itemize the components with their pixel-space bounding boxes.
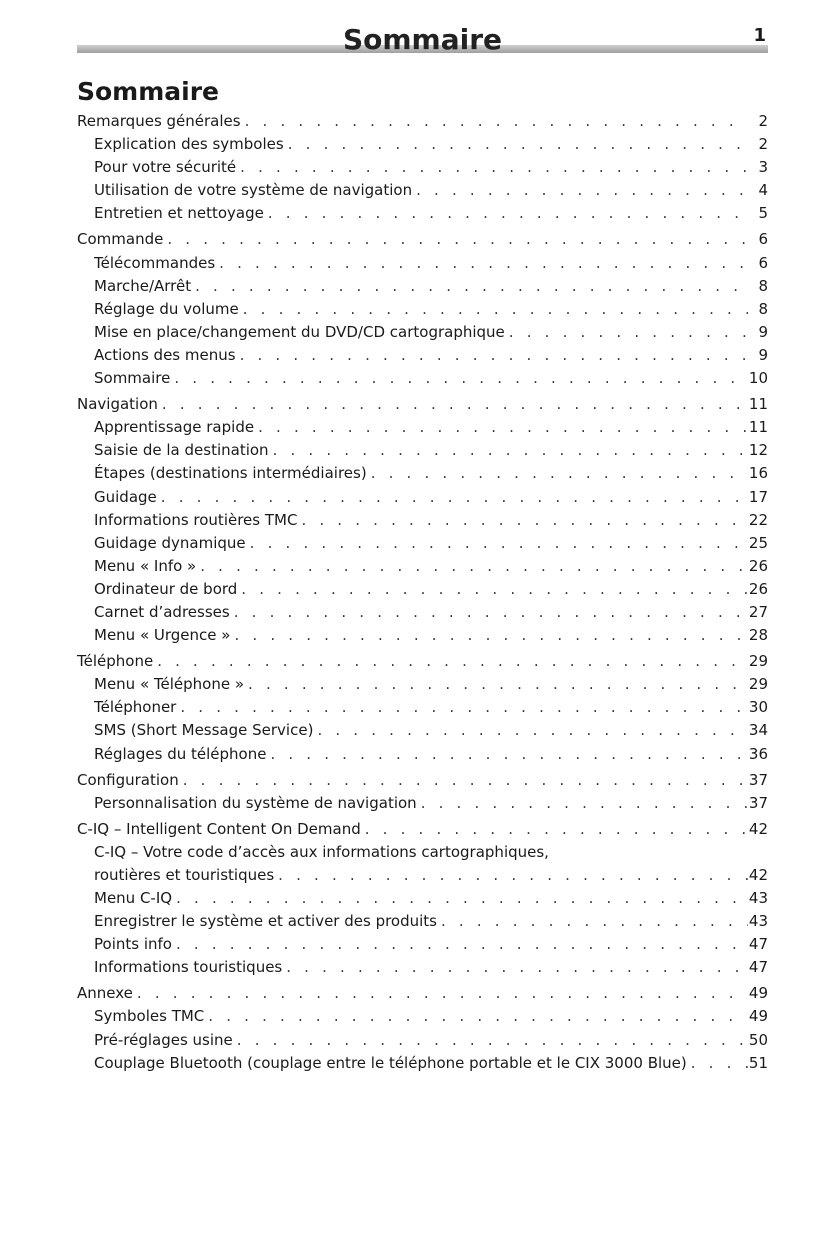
- toc-subentry[interactable]: [77, 532, 768, 555]
- toc-section: [77, 228, 768, 390]
- toc-entry-page: 25: [748, 533, 768, 552]
- toc-entry-page: 49: [748, 984, 768, 1003]
- toc-subentry[interactable]: [77, 743, 768, 766]
- toc-entry-label: Carnet d’adresses: [94, 602, 230, 621]
- dot-leader: [361, 818, 748, 841]
- dot-leader: [236, 156, 748, 179]
- dot-leader: [417, 792, 748, 815]
- dot-leader: [246, 532, 748, 555]
- toc-entry-label: Symboles TMC: [94, 1007, 205, 1026]
- dot-leader: [241, 110, 748, 133]
- toc-entry-label: Actions des menus: [94, 345, 236, 364]
- toc-entry-page: 27: [748, 602, 768, 621]
- toc-entry-page: 50: [748, 1030, 768, 1049]
- dot-leader: [230, 601, 748, 624]
- toc-subentry[interactable]: [77, 156, 768, 179]
- toc-entry-page: 42: [748, 819, 768, 838]
- toc-subentry[interactable]: [77, 486, 768, 509]
- toc-subentry[interactable]: [77, 202, 768, 225]
- toc-section-entry[interactable]: [77, 228, 768, 251]
- toc-section-entry[interactable]: [77, 650, 768, 673]
- toc-entry-label: Configuration: [77, 770, 179, 789]
- toc-entry-page: 9: [758, 322, 768, 341]
- toc-entry-page: 12: [748, 441, 768, 460]
- toc-heading: Sommaire: [77, 77, 220, 106]
- toc-entry-label: Guidage: [94, 487, 157, 506]
- toc-entry-label: Télécommandes: [94, 253, 216, 272]
- toc-subentry[interactable]: [77, 462, 768, 485]
- toc-entry-page: 17: [748, 487, 768, 506]
- dot-leader: [367, 462, 748, 485]
- dot-leader: [191, 275, 748, 298]
- toc-subentry[interactable]: [77, 1005, 768, 1028]
- toc-entry-page: 8: [758, 276, 768, 295]
- toc-subentry[interactable]: [77, 792, 768, 815]
- toc-entry-label: Informations routières TMC: [94, 510, 298, 529]
- toc-entry-label: Pour votre sécurité: [94, 158, 237, 177]
- toc-entry-page: 47: [748, 958, 768, 977]
- toc-entry-page: 51: [748, 1053, 768, 1072]
- dot-leader: [297, 509, 748, 532]
- dot-leader: [204, 1005, 748, 1028]
- toc-entry-label: Commande: [77, 230, 164, 249]
- toc-entry-page: 49: [748, 1007, 768, 1026]
- dot-leader: [215, 252, 748, 275]
- toc-entry-label: Remarques générales: [77, 112, 241, 130]
- toc-section-entry[interactable]: [77, 769, 768, 792]
- dot-leader: [157, 486, 748, 509]
- toc-entry-page: 37: [748, 793, 768, 812]
- toc-subentry[interactable]: [77, 933, 768, 956]
- toc-entry-page: 22: [748, 510, 768, 529]
- toc-entry-page: 16: [748, 464, 768, 483]
- toc-entry-page: 43: [748, 912, 768, 931]
- dot-leader: [237, 578, 748, 601]
- toc-entry-label: Enregistrer le système et activer des produits: [94, 912, 437, 931]
- toc-entry-page: 26: [748, 556, 768, 575]
- toc-entry-label: Couplage Bluetooth (couplage entre le téléphone portable et le CIX 3000 Blue): [94, 1053, 687, 1072]
- toc-entry-page: 30: [748, 698, 768, 717]
- toc-subentry[interactable]: [77, 719, 768, 742]
- toc-entry-page: 10: [748, 369, 768, 388]
- dot-leader: [233, 1029, 748, 1052]
- toc-section-entry[interactable]: [77, 982, 768, 1005]
- toc-subentry[interactable]: [77, 956, 768, 979]
- dot-leader: [282, 956, 748, 979]
- toc-entry-page: 11: [748, 418, 768, 437]
- toc-entry-label: Points info: [94, 935, 172, 954]
- toc-entry-page: 2: [758, 135, 768, 154]
- toc-entry-page: 43: [748, 889, 768, 907]
- toc-entry-label: Guidage dynamique: [94, 533, 246, 552]
- dot-leader: [163, 228, 748, 251]
- header-page-number: 1: [753, 25, 766, 46]
- dot-leader: [236, 344, 748, 367]
- toc-subentry[interactable]: [77, 601, 768, 624]
- dot-leader: [505, 321, 748, 344]
- toc-entry-label: Ordinateur de bord: [94, 579, 238, 598]
- dot-leader: [266, 743, 748, 766]
- toc-entry-label-line1: C-IQ – Votre code d’accès aux informations cartographiques,: [94, 842, 549, 861]
- toc-subentry[interactable]: [77, 864, 768, 887]
- toc-section: [77, 769, 768, 815]
- toc-entry-label: Téléphoner: [94, 698, 177, 717]
- toc-entry-page: 47: [748, 935, 768, 954]
- toc-entry-label: Réglage du volume: [94, 299, 239, 318]
- toc-entry-page: 9: [758, 345, 768, 364]
- toc-entry-label: Mise en place/changement du DVD/CD cartographique: [94, 322, 505, 341]
- toc-entry-page: 4: [758, 181, 768, 200]
- toc-entry-label: Apprentissage rapide: [94, 418, 255, 437]
- toc-entry-label: SMS (Short Message Service): [94, 721, 314, 740]
- dot-leader: [687, 1052, 748, 1075]
- toc-subentry[interactable]: [77, 275, 768, 298]
- table-of-contents: [77, 110, 768, 1078]
- toc-section: [77, 982, 768, 1074]
- toc-entry-page: 5: [758, 204, 768, 223]
- toc-section: [77, 650, 768, 765]
- toc-entry-label: Réglages du téléphone: [94, 744, 267, 763]
- dot-leader: [230, 624, 748, 647]
- toc-entry-page: 11: [748, 395, 768, 414]
- toc-entry-label: Menu « Urgence »: [94, 626, 231, 645]
- toc-section: [77, 393, 768, 647]
- toc-subentry[interactable]: [77, 509, 768, 532]
- toc-entry-label: Utilisation de votre système de navigation: [94, 181, 413, 200]
- toc-entry-page: 6: [758, 230, 768, 249]
- toc-entry-label: Menu « Téléphone »: [94, 675, 245, 694]
- toc-subentry[interactable]: [77, 578, 768, 601]
- toc-subentry[interactable]: [77, 416, 768, 439]
- page-header: [77, 22, 768, 58]
- dot-leader: [133, 982, 748, 1005]
- toc-subentry[interactable]: [77, 179, 768, 202]
- toc-entry-label: Téléphone: [77, 652, 154, 671]
- toc-entry-page: 2: [758, 112, 768, 130]
- dot-leader: [412, 179, 748, 202]
- toc-subentry[interactable]: [77, 555, 768, 578]
- dot-leader: [269, 439, 748, 462]
- dot-leader: [176, 696, 748, 719]
- toc-section-entry[interactable]: [77, 393, 768, 416]
- dot-leader: [172, 933, 748, 956]
- toc-entry-page: 6: [758, 253, 768, 272]
- toc-subentry[interactable]: [77, 133, 768, 156]
- dot-leader: [172, 887, 748, 910]
- dot-leader: [284, 133, 748, 156]
- dot-leader: [158, 393, 748, 416]
- toc-subentry[interactable]: [77, 696, 768, 719]
- toc-section-entry[interactable]: [77, 818, 768, 841]
- toc-subentry[interactable]: [77, 321, 768, 344]
- toc-subentry[interactable]: [77, 1052, 768, 1075]
- toc-entry-label: Annexe: [77, 984, 133, 1003]
- toc-subentry[interactable]: [77, 367, 768, 390]
- toc-entry-label: Marche/Arrêt: [94, 276, 192, 295]
- dot-leader: [179, 769, 748, 792]
- dot-leader: [274, 864, 748, 887]
- dot-leader: [313, 719, 748, 742]
- dot-leader: [254, 416, 748, 439]
- toc-entry-label: routières et touristiques: [94, 865, 275, 884]
- toc-subentry[interactable]: [77, 624, 768, 647]
- toc-entry-label: Menu C-IQ: [94, 889, 173, 907]
- toc-entry-label: Pré-réglages usine: [94, 1030, 233, 1049]
- toc-entry-label: C-IQ – Intelligent Content On Demand: [77, 819, 361, 838]
- header-title: Sommaire: [342, 23, 503, 56]
- toc-section-entry[interactable]: [77, 110, 768, 133]
- toc-entry-label: Saisie de la destination: [94, 441, 269, 460]
- toc-entry-label: Informations touristiques: [94, 958, 283, 977]
- dot-leader: [437, 910, 748, 933]
- dot-leader: [244, 673, 748, 696]
- dot-leader: [170, 367, 748, 390]
- toc-section: [77, 110, 768, 225]
- toc-subentry[interactable]: [77, 298, 768, 321]
- toc-subentry[interactable]: [77, 252, 768, 275]
- toc-entry-page: 37: [748, 770, 768, 789]
- dot-leader: [264, 202, 748, 225]
- toc-entry-label: Navigation: [77, 395, 158, 414]
- toc-entry-label: Menu « Info »: [94, 556, 197, 575]
- toc-subentry[interactable]: [77, 1029, 768, 1052]
- toc-entry-label: Étapes (destinations intermédiaires): [94, 464, 367, 483]
- toc-entry-page: 29: [748, 675, 768, 694]
- dot-leader: [153, 650, 748, 673]
- toc-entry-label: Personnalisation du système de navigation: [94, 793, 417, 812]
- toc-subentry[interactable]: [77, 673, 768, 696]
- toc-entry-page: 29: [748, 652, 768, 671]
- toc-subentry[interactable]: [77, 887, 768, 910]
- toc-subentry[interactable]: [77, 344, 768, 367]
- dot-leader: [196, 555, 748, 578]
- toc-entry-label: Entretien et nettoyage: [94, 204, 264, 223]
- toc-subentry[interactable]: [77, 910, 768, 933]
- toc-entry-label: Sommaire: [94, 369, 171, 388]
- toc-entry-page: 3: [758, 158, 768, 177]
- toc-entry-page: 8: [758, 299, 768, 318]
- dot-leader: [239, 298, 748, 321]
- toc-entry-page: 36: [748, 744, 768, 763]
- toc-entry-multiline[interactable]: [77, 841, 768, 887]
- toc-subentry[interactable]: [77, 439, 768, 462]
- toc-entry-page: 28: [748, 626, 768, 645]
- toc-entry-label: Explication des symboles: [94, 135, 284, 154]
- toc-entry-page: 34: [748, 721, 768, 740]
- toc-section: [77, 818, 768, 980]
- toc-entry-page: 42: [748, 865, 768, 884]
- toc-entry-page: 26: [748, 579, 768, 598]
